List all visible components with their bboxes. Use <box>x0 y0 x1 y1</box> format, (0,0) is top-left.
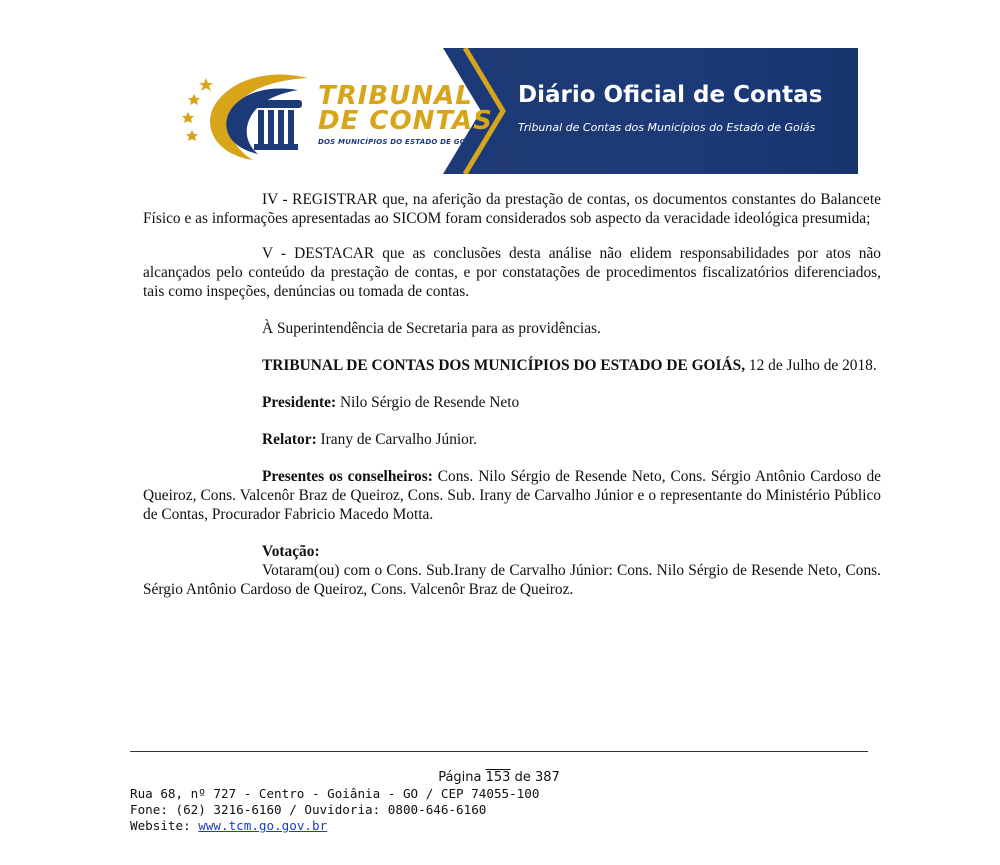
brand-title-line1: TRIBUNAL <box>318 81 473 111</box>
page-footer <box>130 770 890 834</box>
tribunal-logo-icon <box>158 60 318 165</box>
document-body <box>143 190 881 599</box>
item-iv-paragraph: IV - REGISTRAR que, na aferição da prestação de contas, os documentos constantes do Balancete Físico e as informações apresentadas ao SICOM foram considerados sob aspecto da veracidade ideológica presumida; <box>143 191 881 227</box>
diario-subtitle: Tribunal de Contas dos Municípios do Estado de Goiás <box>518 121 816 134</box>
item-v-paragraph: V - DESTACAR que as conclusões desta análise não elidem responsabilidades por atos não alcançados pelo conteúdo da prestação de contas, e por constatações de procedimentos fiscalizatórios diferenciados, tais como inspeções, denúncias ou tomada de contas. <box>143 245 881 300</box>
banner-right-panel <box>483 48 858 174</box>
presidente-line <box>143 393 881 412</box>
footer-website-line <box>130 818 890 834</box>
presentes-paragraph <box>143 467 881 524</box>
relator-line <box>143 430 881 449</box>
website-label: Website: <box>130 818 199 833</box>
presidente-name: Nilo Sérgio de Resende Neto <box>336 394 520 411</box>
relator-label: Relator: <box>262 431 317 448</box>
votacao-paragraph: Votaram(ou) com o Cons. Sub.Irany de Carvalho Júnior: Cons. Nilo Sérgio de Resende Neto, Cons. Sérgio Antônio Cardoso de Queiroz, Cons. Valcenôr Braz de Queiroz. <box>143 562 881 598</box>
diario-title: Diário Oficial de Contas <box>518 82 823 108</box>
presentes-text: Cons. Nilo Sérgio de Resende Neto, Cons. Sérgio Antônio Cardoso de Queiroz, Cons. Valcenôr Braz de Queiroz, Cons. Sub. Irany de Carvalho Júnior e o representante do Ministério Público de Contas, Procurador Fabricio Macedo Motta. <box>143 468 881 523</box>
presidente-label: Presidente: <box>262 394 337 411</box>
page-current-number: 153 <box>485 770 511 785</box>
page-number-line <box>130 770 868 786</box>
relator-name: Irany de Carvalho Júnior. <box>316 431 477 448</box>
brand-subtitle: DOS MUNICÍPIOS DO ESTADO DE GOIÁS <box>318 138 480 146</box>
tribunal-date-paragraph <box>143 356 881 375</box>
votacao-label: Votação: <box>262 543 320 560</box>
providencias-paragraph: À Superintendência de Secretaria para as providências. <box>262 320 601 337</box>
brand-title-line2: DE CONTAS <box>318 106 493 136</box>
page-suffix: de 387 <box>510 770 560 785</box>
footer-address: Rua 68, nº 727 - Centro - Goiânia - GO / CEP 74055-100 <box>130 786 540 801</box>
page-prefix: Página <box>438 770 486 785</box>
tribunal-name: TRIBUNAL DE CONTAS DOS MUNICÍPIOS DO ESTADO DE GOIÁS, <box>262 357 746 374</box>
footer-divider <box>130 751 868 752</box>
footer-phone: Fone: (62) 3216-6160 / Ouvidoria: 0800-646-6160 <box>130 802 487 817</box>
website-link[interactable]: www.tcm.go.gov.br <box>198 818 328 833</box>
session-date: 12 de Julho de 2018. <box>745 357 877 374</box>
presentes-label: Presentes os conselheiros: <box>262 468 433 485</box>
header-banner <box>143 48 858 174</box>
